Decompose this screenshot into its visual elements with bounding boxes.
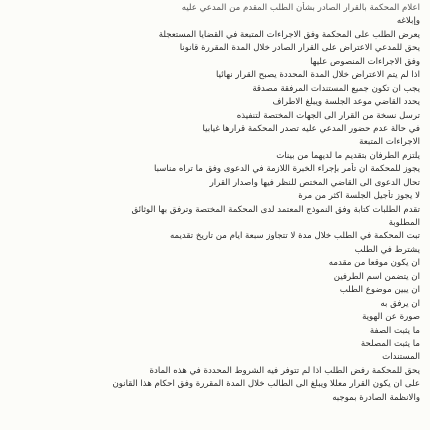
text-line: اعلام المحكمة بالقرار الصادر بشأن الطلب المقدم من المدعي عليه <box>181 3 420 13</box>
text-line: يحق للمحكمة رفض الطلب اذا لم تتوفر فيه الشروط المحددة في هذه المادة <box>149 365 420 376</box>
text-line: لا يجوز تأجيل الجلسة اكثر من مرة <box>298 191 420 202</box>
text-line: والانظمة الصادرة بموجبه <box>332 392 420 403</box>
text-line: يعرض الطلب على المحكمة وفق الاجراءات المتبعة في القضايا المستعجلة <box>158 29 420 40</box>
text-line: تقدم الطلبات كتابة وفق النموذج المعتمد لدى المحكمة المختصة وترفق بها الوثائق <box>131 204 420 215</box>
text-line: تبت المحكمة في الطلب خلال مدة لا تتجاوز سبعة ايام من تاريخ تقديمه <box>169 231 420 242</box>
text-line: ان يكون موقعا من مقدمه <box>328 258 420 269</box>
text-line: ان يتضمن اسم الطرفين <box>333 271 420 282</box>
text-line: يحدد القاضي موعد الجلسة ويبلغ الاطراف <box>272 97 420 108</box>
text-line: يحق للمدعي الاعتراض على القرار الصادر خلال المدة المقررة قانونا <box>179 43 420 54</box>
text-line: ان يبين موضوع الطلب <box>339 285 420 296</box>
text-line: على ان يكون القرار معللا ويبلغ الى الطالب خلال المدة المقررة وفق احكام هذا القانون <box>112 379 420 390</box>
text-line: في حالة عدم حضور المدعي عليه تصدر المحكمة قرارها غيابيا <box>202 123 420 134</box>
text-line: ما يثبت الصفة <box>369 325 420 336</box>
text-line: المطلوبة <box>388 218 420 228</box>
text-line: يجب ان تكون جميع المستندات المرفقة مصدقة <box>252 83 420 94</box>
text-line: ان يرفق به <box>380 298 420 309</box>
text-line: يلتزم الطرفان بتقديم ما لديهما من بينات <box>276 150 420 161</box>
text-line: الاجراءات المتبعة <box>359 137 420 148</box>
text-line: اذا لم يتم الاعتراض خلال المدة المحددة يصبح القرار نهائيا <box>216 70 420 81</box>
text-line: وفق الاجراءات المنصوص عليها <box>310 56 420 67</box>
text-line: يجوز للمحكمة ان تأمر بإجراء الخبرة اللازمة في الدعوى وفق ما تراه مناسبا <box>153 164 420 175</box>
text-line: تحال الدعوى الى القاضي المختص للنظر فيها واصدار القرار <box>209 177 420 188</box>
document-lines <box>10 2 420 405</box>
text-line: صورة عن الهوية <box>362 312 420 323</box>
text-line: ترسل نسخة من القرار الى الجهات المختصة لتنفيذه <box>236 110 420 121</box>
text-line: ما يثبت المصلحة <box>360 338 420 349</box>
text-line: يشترط في الطلب <box>354 244 420 255</box>
text-line: وإبلاغه <box>396 16 420 27</box>
text-line: المستندات <box>382 352 420 363</box>
